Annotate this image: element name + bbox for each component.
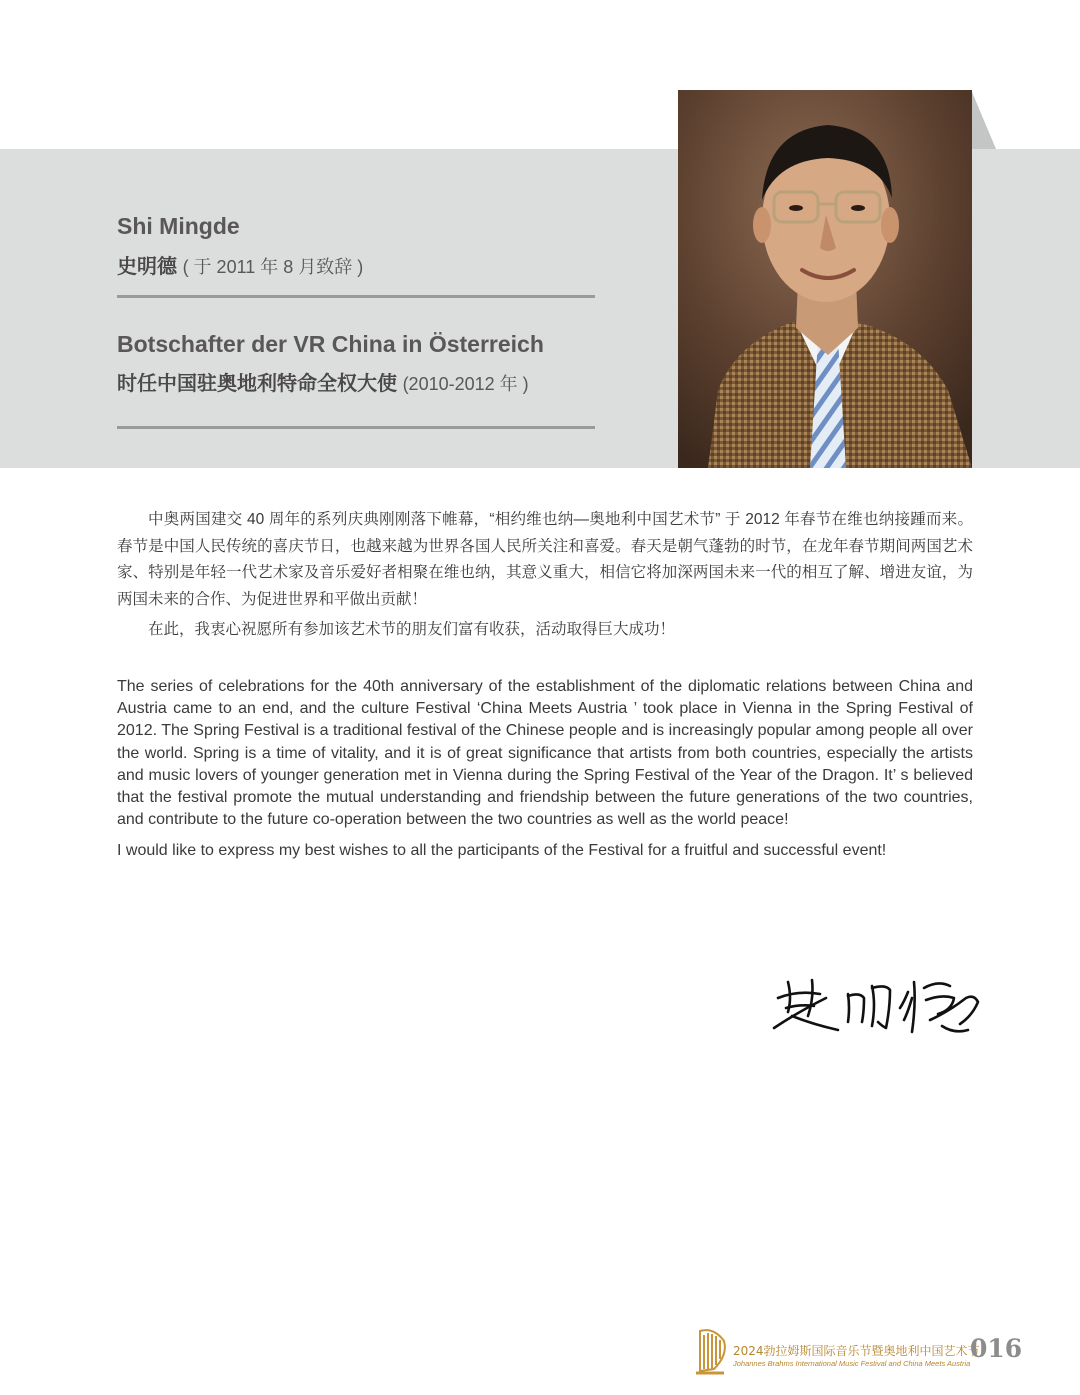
footer-festival-title-en: Johannes Brahms International Music Festival and China Meets Austria — [733, 1359, 971, 1368]
speaker-name-en: Shi Mingde — [117, 213, 240, 239]
portrait-photo — [678, 90, 972, 468]
speaker-title-zh: 时任中国驻奥地利特命全权大使 — [117, 373, 397, 395]
handwritten-signature — [768, 968, 983, 1040]
header-divider-bottom — [117, 426, 595, 429]
harp-icon — [694, 1325, 730, 1375]
chinese-paragraph: 在此，我衷心祝愿所有参加该艺术节的朋友们富有收获，活动取得巨大成功！ — [148, 621, 676, 638]
speaker-name-zh-line — [117, 250, 363, 279]
speaker-title-en: Botschafter der VR China in Österreich — [117, 331, 544, 357]
english-paragraph: I would like to express my best wishes to all the participants of the Festival for a fruitful and successful event! — [117, 842, 887, 860]
chinese-speech-body — [117, 507, 973, 644]
speech-date-note: ( 于 2011 年 8 月致辞 ) — [182, 257, 364, 277]
english-speech-body — [117, 676, 973, 863]
header-divider-top — [117, 295, 595, 298]
term-years-note: (2010-2012 年 ) — [402, 374, 529, 394]
speaker-name-zh: 史明德 — [117, 256, 177, 278]
chinese-paragraph: 中奥两国建交 40 周年的系列庆典刚刚落下帷幕，“相约维也纳—奥地利中国艺术节” 于 2012 年春节在维也纳接踵而来。春节是中国人民传统的喜庆节日，也越来越为世界各国人民所关注和喜爱。春天是朝气蓬勃的时节，在龙年春节期间两国艺术家、特别是年轻一代艺术家及音乐爱好者相聚在维也纳，其意义重大，相信它将加深两国未来一代的相互了解、增进友谊，为两国未来的合作、为促进世界和平做出贡献！ — [117, 511, 973, 608]
page-number: 016 — [970, 1334, 1023, 1363]
photo-fold-decoration — [972, 92, 996, 149]
speaker-title-zh-line — [117, 367, 529, 396]
english-paragraph: The series of celebrations for the 40th anniversary of the establishment of the diplomatic relations between China and Austria came to an end, and the culture Festival ‘China Meets Austria ’ took place in Vienna in the Spring Festival of 2012. The Spring Festival is a traditional festival of the Chinese people and is increasingly popular among people all over the world. Spring is a time of vitality, and it is of great significance that artists from both countries, especially the artists and music lovers of younger generation met in Vienna during the Spring Festival of the Year of the Dragon. It’ s believed that the festival promote the mutual understanding and friendship between the future generations of the two countries, and contribute to the future co-operation between the two countries as well as the world peace! — [117, 678, 973, 829]
footer-festival-title-zh: 2024勃拉姆斯国际音乐节暨奥地利中国艺术节 — [733, 1344, 980, 1358]
